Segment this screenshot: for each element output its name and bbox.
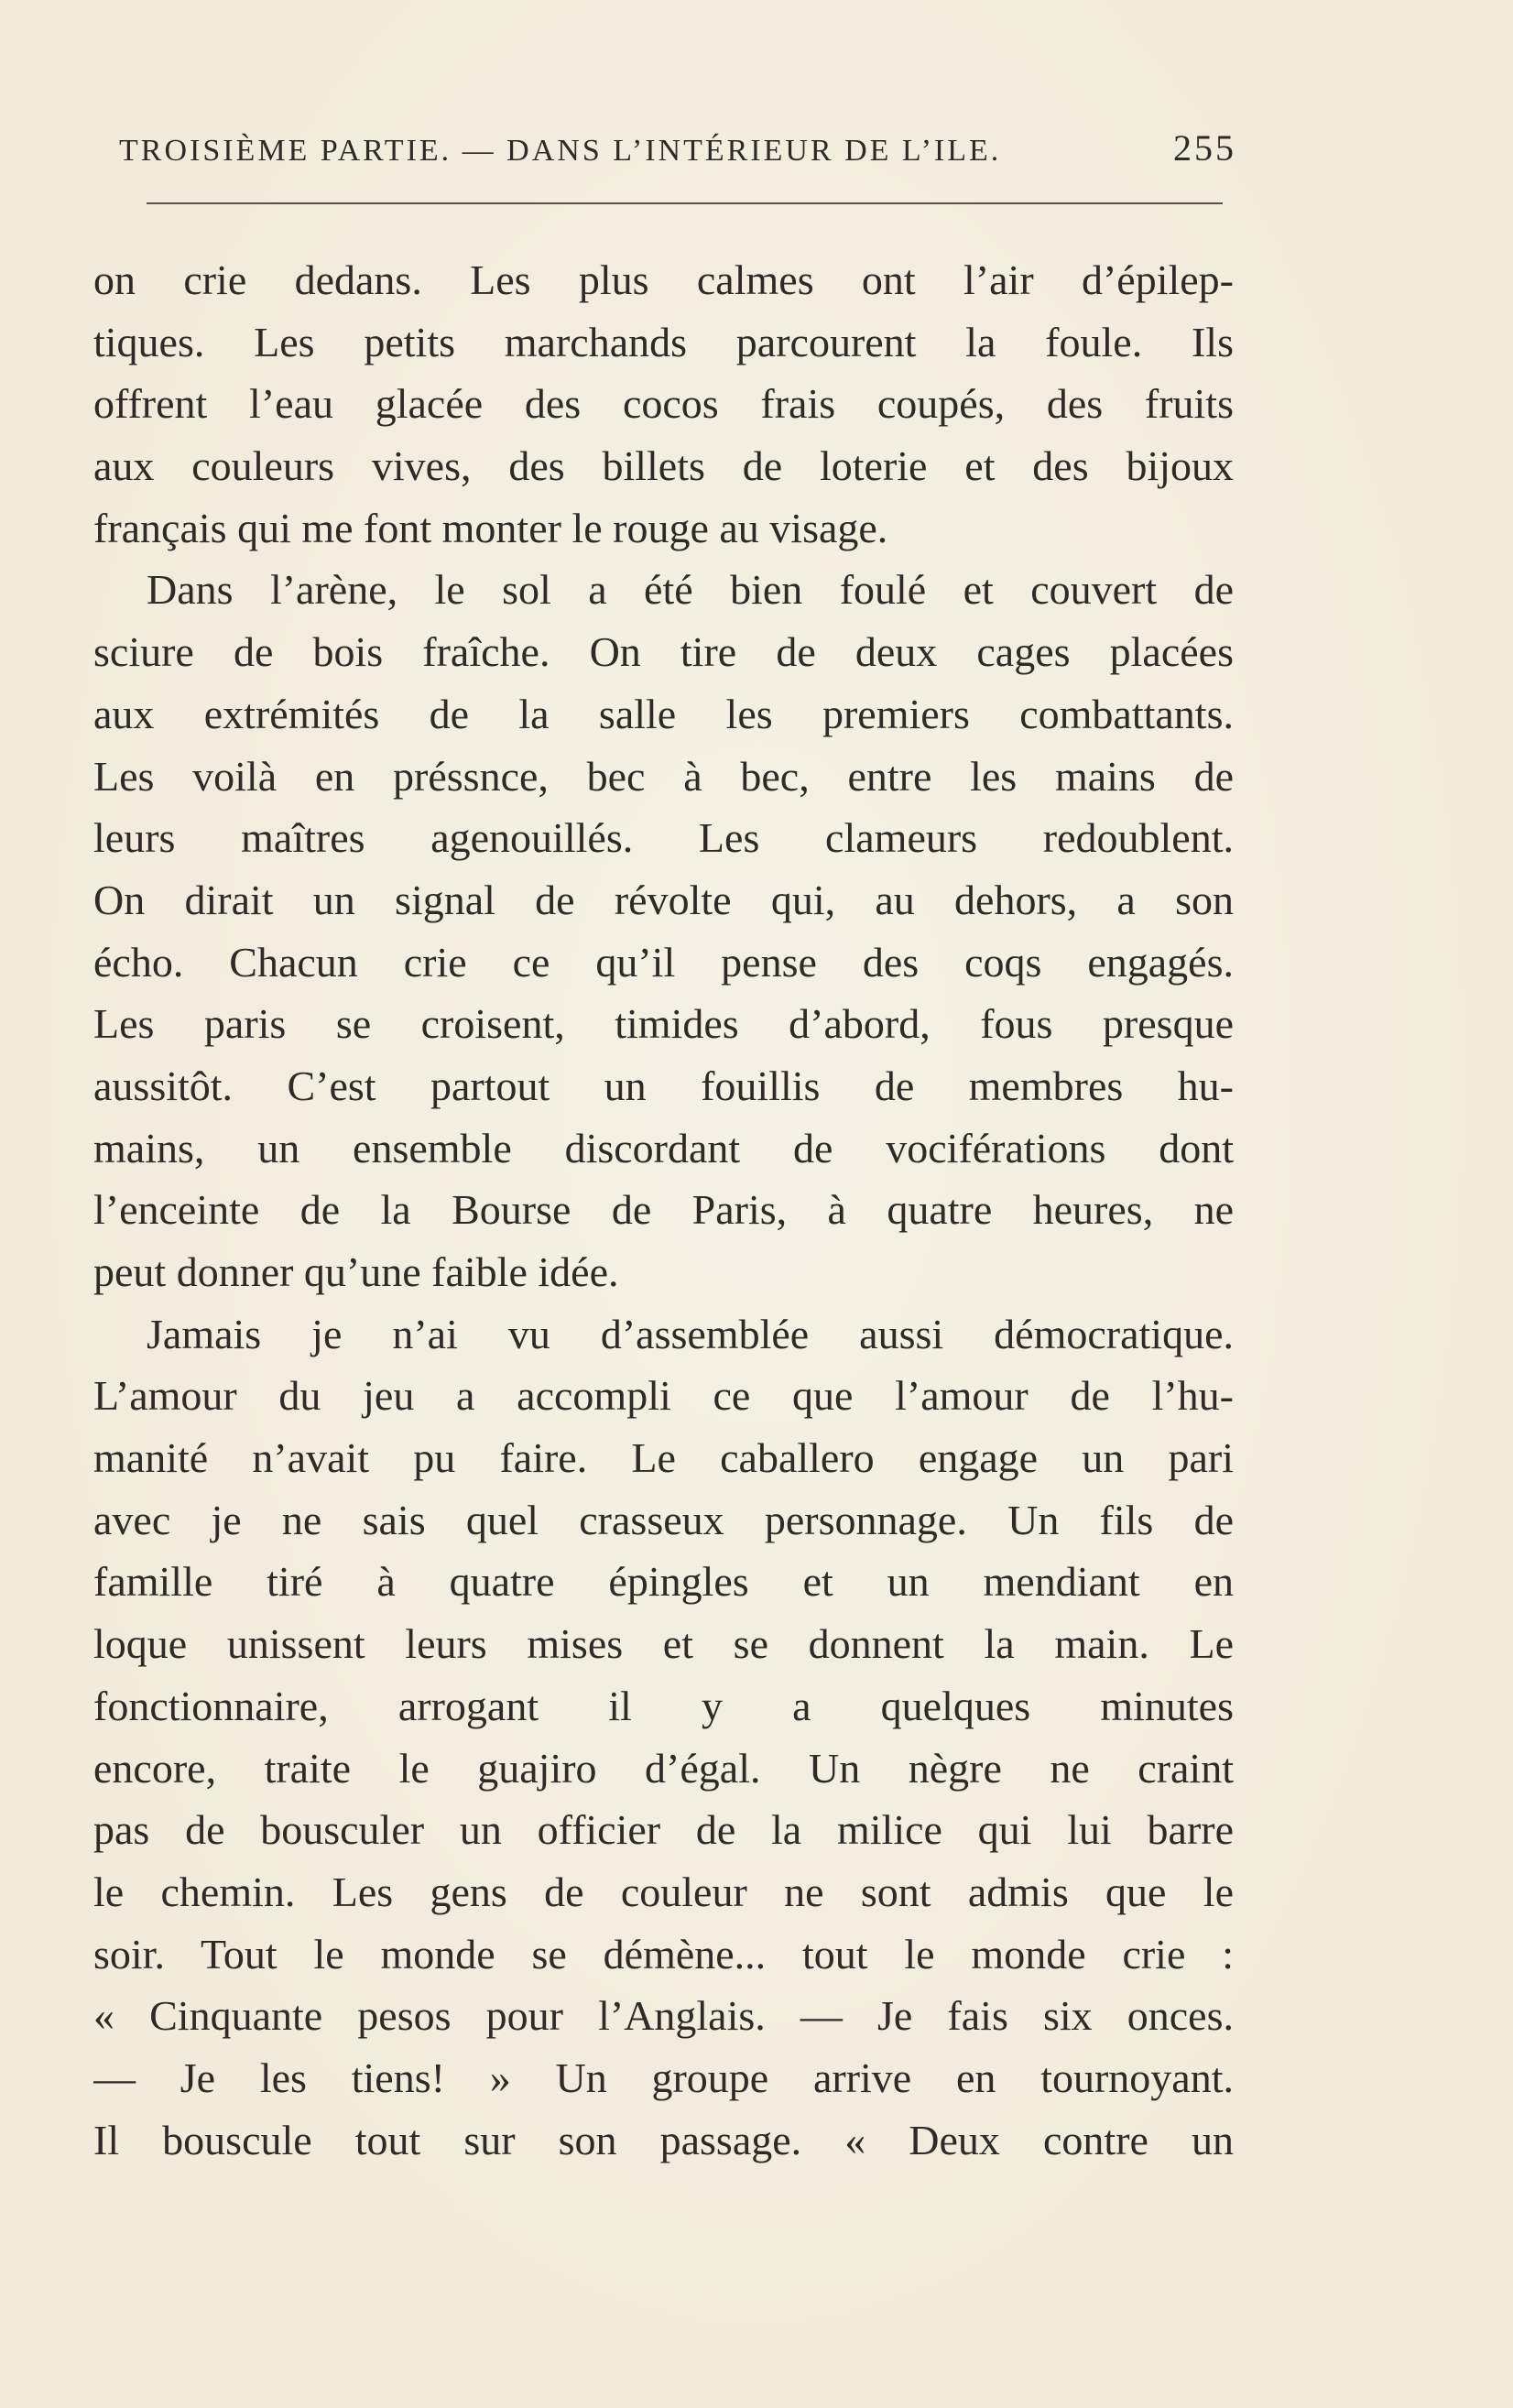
text-line: aux extrémités de la salle les premiers combattants. — [93, 690, 1234, 737]
text-line: Les paris se croisent, timides d’abord, fous presque — [93, 1000, 1234, 1048]
text-line: Les voilà en préssnce, bec à bec, entre les mains de — [93, 752, 1234, 800]
text-line: L’amour du jeu a accompli ce que l’amour de l’hu- — [93, 1372, 1234, 1420]
text-line: — Je les tiens! » Un groupe arrive en tournoyant. — [93, 2054, 1234, 2101]
text-line: famille tiré à quatre épingles et un mendiant en — [93, 1558, 1234, 1606]
text-line: offrent l’eau glacée des cocos frais coupés, des fruits — [93, 380, 1234, 428]
text-line: leurs maîtres agenouillés. Les clameurs redoublent. — [93, 814, 1234, 862]
text-line: soir. Tout le monde se démène... tout le monde crie : — [93, 1930, 1234, 1978]
text-line: sciure de bois fraîche. On tire de deux cages placées — [93, 628, 1234, 676]
text-line: tiques. Les petits marchands parcourent la foule. Ils — [93, 318, 1234, 365]
text-line: aux couleurs vives, des billets de loterie et des bijoux — [93, 442, 1234, 490]
text-line: Dans l’arène, le sol a été bien foulé et couvert de — [147, 566, 1234, 614]
header-rule — [147, 202, 1223, 204]
running-header — [119, 126, 1236, 169]
text-line: peut donner qu’une faible idée. — [93, 1248, 619, 1295]
text-line: le chemin. Les gens de couleur ne sont admis que le — [93, 1868, 1234, 1915]
text-line: français qui me font monter le rouge au visage. — [93, 504, 888, 551]
text-line: Il bouscule tout sur son passage. « Deux contre un — [93, 2116, 1234, 2163]
text-line: manité n’avait pu faire. Le caballero engage un pari — [93, 1434, 1234, 1482]
text-line: fonctionnaire, arrogant il y a quelques minutes — [93, 1682, 1234, 1729]
text-line: loque unissent leurs mises et se donnent la main. Le — [93, 1620, 1234, 1668]
body-text — [93, 249, 1234, 2171]
text-line: pas de bousculer un officier de la milice qui lui barre — [93, 1806, 1234, 1854]
text-line: On dirait un signal de révolte qui, au dehors, a son — [93, 876, 1234, 923]
text-line: aussitôt. C’est partout un fouillis de membres hu- — [93, 1062, 1234, 1109]
text-line: encore, traite le guajiro d’égal. Un nègre ne craint — [93, 1744, 1234, 1792]
page-number: 255 — [1173, 127, 1236, 169]
text-line: avec je ne sais quel crasseux personnage. Un fils de — [93, 1496, 1234, 1543]
running-header-title: TROISIÈME PARTIE. — DANS L’INTÉRIEUR DE L’ILE. — [119, 134, 1002, 168]
text-line: l’enceinte de la Bourse de Paris, à quatre heures, ne — [93, 1186, 1234, 1234]
text-line: on crie dedans. Les plus calmes ont l’air d’épilep- — [93, 256, 1234, 303]
text-line: mains, un ensemble discordant de vociférations dont — [93, 1124, 1234, 1171]
text-line: Jamais je n’ai vu d’assemblée aussi démocratique. — [147, 1310, 1234, 1357]
text-line: écho. Chacun crie ce qu’il pense des coqs engagés. — [93, 938, 1234, 986]
text-line: « Cinquante pesos pour l’Anglais. — Je fais six onces. — [93, 1992, 1234, 2040]
